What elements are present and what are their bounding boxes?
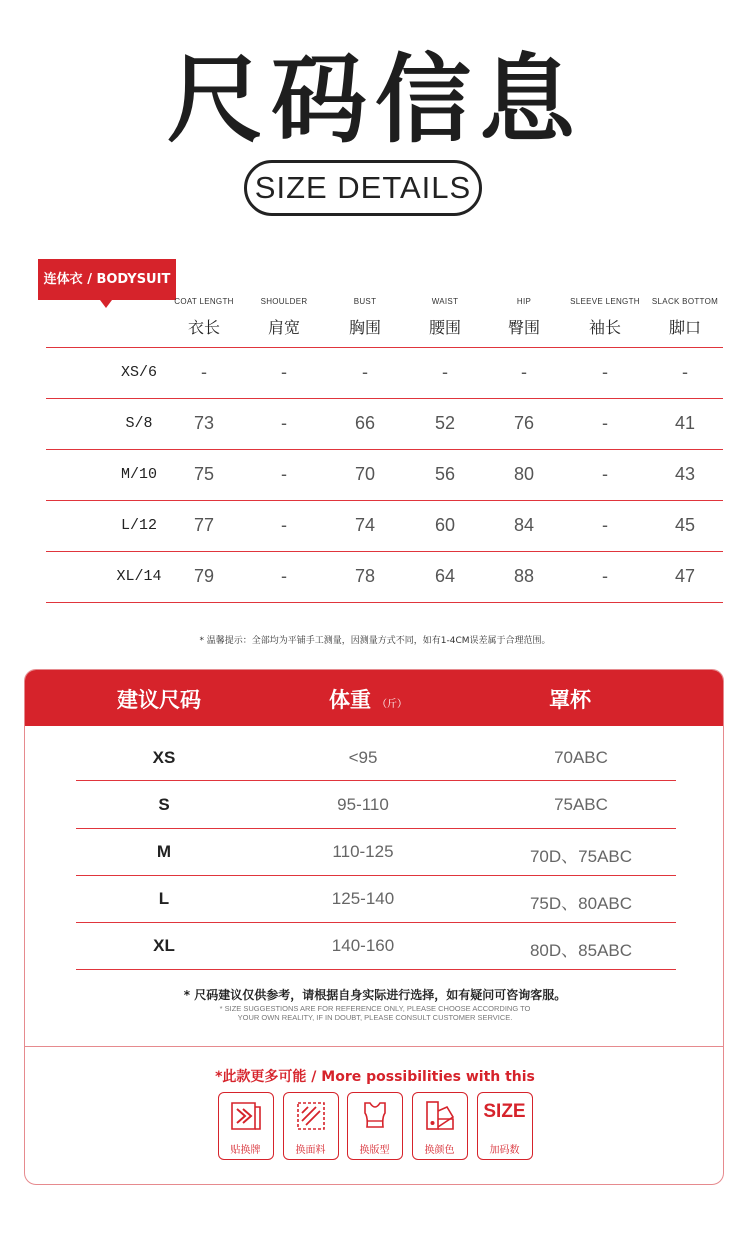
column-header-coat-length [164, 297, 244, 338]
panel-header [25, 670, 724, 726]
table-row [46, 450, 723, 501]
cell-sleeve-length: - [602, 515, 608, 535]
rec-weight: 95-110 [337, 795, 389, 814]
option-label: 贴换牌 [230, 1145, 261, 1156]
column-header-en: COAT LENGTH [174, 297, 234, 306]
table-divider [46, 602, 723, 603]
column-header-shoulder [244, 297, 324, 338]
cell-bust: 78 [354, 566, 376, 586]
cell-waist: 64 [434, 566, 456, 586]
rec-size: S [158, 795, 170, 814]
rec-size: XL [153, 936, 175, 955]
product-type-tag: 连体衣 / BODYSUIT [38, 259, 176, 300]
cell-sleeve-length: - [602, 566, 608, 586]
option-garment-cut[interactable] [347, 1092, 403, 1160]
rec-size: XS [152, 748, 176, 767]
cell-coat-length: 73 [193, 413, 215, 433]
suggestion-note-cn: * 尺码建议仅供参考，请根据自身实际进行选择，如有疑问可咨询客服。 [183, 988, 567, 1002]
column-header-bust [325, 297, 405, 338]
column-header-waist [405, 297, 485, 338]
cell-hip: 76 [513, 413, 535, 433]
cell-slack-bottom: - [682, 362, 688, 382]
cell-waist: 52 [434, 413, 456, 433]
column-header-cn: 脚口 [668, 318, 701, 337]
rec-weight: 140-160 [331, 936, 395, 955]
option-label: 换颜色 [424, 1145, 455, 1156]
page-subtitle: SIZE DETAILS [244, 160, 482, 216]
suggestion-note-en-line1: * SIZE SUGGESTIONS ARE FOR REFERENCE ONLY, PLEASE CHOOSE ACCORDING TO [219, 1004, 531, 1013]
cell-waist: 56 [434, 464, 456, 484]
size-recommendation-panel [24, 669, 724, 1185]
cell-waist: 60 [434, 515, 456, 535]
column-header-en: HIP [516, 297, 532, 306]
header-weight-unit: （斤） [377, 699, 407, 710]
measurement-note: * 温馨提示：全部均为平铺手工测量，因测量方式不同，如有1-4CM误差属于合理范围。 [199, 636, 551, 646]
table-row [46, 348, 723, 399]
rec-cup: 70D、75ABC [529, 847, 633, 866]
table-row [46, 501, 723, 552]
cell-bust: 70 [354, 464, 376, 484]
cell-bust: - [362, 362, 368, 382]
cell-sleeve-length: - [602, 413, 608, 433]
table-row [76, 875, 676, 922]
rec-size: L [158, 889, 170, 908]
option-label: 换面料 [295, 1145, 326, 1156]
tag-pointer [100, 300, 112, 308]
column-header-en: SLEEVE LENGTH [570, 297, 640, 306]
column-header-hip [484, 297, 564, 338]
column-header-sleeve-length [565, 297, 645, 338]
table-row [76, 922, 676, 969]
cell-slack-bottom: 43 [674, 464, 696, 484]
cell-shoulder: - [281, 515, 287, 535]
cell-bust: 66 [354, 413, 376, 433]
header-weight-label: 体重 [329, 688, 371, 712]
option-label: 换版型 [359, 1145, 390, 1156]
cell-hip: 84 [513, 515, 535, 535]
table-row [76, 781, 676, 828]
cell-coat-length: 79 [193, 566, 215, 586]
section-divider [25, 1046, 724, 1047]
cell-shoulder: - [281, 464, 287, 484]
cell-shoulder: - [281, 413, 287, 433]
cell-coat-length: 77 [193, 515, 215, 535]
column-header-cn: 胸围 [348, 318, 381, 337]
size-label: L/12 [120, 517, 157, 534]
header-cup: 罩杯 [549, 688, 591, 712]
rec-weight: 125-140 [331, 889, 395, 908]
column-header-en: WAIST [431, 297, 459, 306]
table-divider [76, 969, 676, 970]
option-label-swap[interactable] [218, 1092, 274, 1160]
size-label: XS/6 [120, 364, 157, 381]
table-row [76, 734, 676, 781]
rec-size: M [156, 842, 172, 861]
column-header-en: BUST [353, 297, 377, 306]
option-fabric[interactable] [283, 1092, 339, 1160]
column-header-slack-bottom [645, 297, 725, 338]
size-text-icon: SIZE [483, 1101, 526, 1122]
label-swap-icon [229, 1099, 263, 1133]
size-label: M/10 [120, 466, 157, 483]
rec-cup: 70ABC [554, 748, 608, 767]
table-row [46, 552, 723, 603]
header-size: 建议尺码 [117, 688, 201, 712]
size-label: S/8 [125, 415, 153, 432]
suggestion-note-en [25, 1004, 724, 1022]
option-label: 加码数 [489, 1145, 520, 1156]
cell-bust: 74 [354, 515, 376, 535]
garment-icon [358, 1099, 392, 1133]
table-row [46, 399, 723, 450]
rec-weight: <95 [348, 748, 378, 767]
cell-shoulder: - [281, 362, 287, 382]
column-header-en: SLACK BOTTOM [651, 297, 719, 306]
column-header-cn: 衣长 [187, 318, 220, 337]
cell-shoulder: - [281, 566, 287, 586]
cell-coat-length: 75 [193, 464, 215, 484]
column-header-cn: 肩宽 [267, 318, 300, 337]
rec-weight: 110-125 [332, 842, 394, 861]
cell-waist: - [442, 362, 448, 382]
size-label: XL/14 [116, 568, 162, 585]
suggestion-note-en-line2: YOUR OWN REALITY, IF IN DOUBT, PLEASE CONSULT CUSTOMER SERVICE. [237, 1013, 513, 1022]
cell-hip: - [521, 362, 527, 382]
cell-hip: 88 [513, 566, 535, 586]
option-size[interactable] [477, 1092, 533, 1160]
cell-hip: 80 [513, 464, 535, 484]
header-weight [329, 684, 407, 714]
cell-sleeve-length: - [602, 464, 608, 484]
color-swatch-icon [423, 1099, 457, 1133]
cell-coat-length: - [201, 362, 207, 382]
more-options-title: *此款更多可能 / More possibilities with this [215, 1069, 535, 1085]
option-color[interactable] [412, 1092, 468, 1160]
cell-sleeve-length: - [602, 362, 608, 382]
cell-slack-bottom: 45 [674, 515, 696, 535]
cell-slack-bottom: 47 [674, 566, 696, 586]
fabric-icon [294, 1099, 328, 1133]
table-row [76, 828, 676, 875]
column-header-cn: 臀围 [507, 318, 540, 337]
rec-cup: 75ABC [554, 795, 608, 814]
column-header-cn: 袖长 [588, 318, 621, 337]
rec-cup: 80D、85ABC [529, 941, 633, 960]
column-header-en: SHOULDER [260, 297, 308, 306]
rec-cup: 75D、80ABC [529, 894, 633, 913]
page-title: 尺码信息 [167, 44, 583, 156]
column-header-cn: 腰围 [428, 318, 461, 337]
cell-slack-bottom: 41 [674, 413, 696, 433]
